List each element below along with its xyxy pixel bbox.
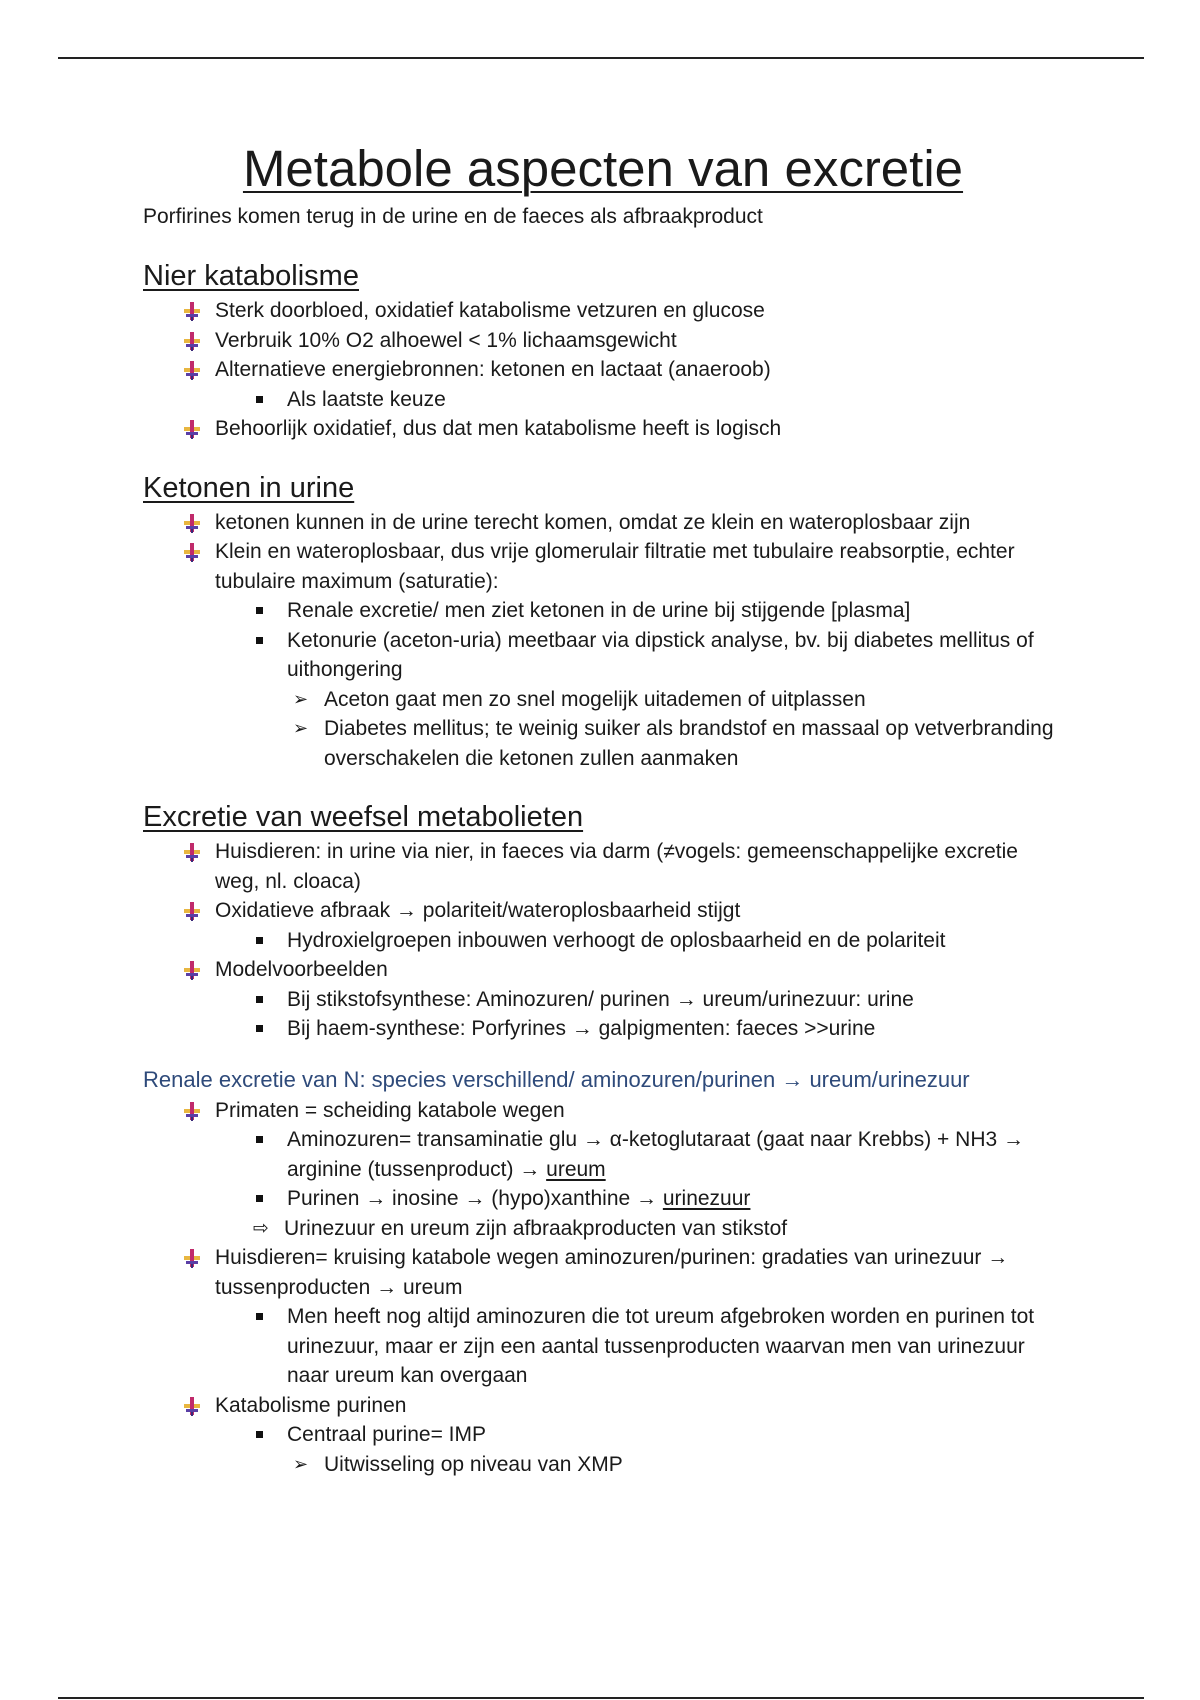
list-item: Bij stikstofsynthese: Aminozuren/ purinen → ureum/urinezuur: urine: [143, 985, 1063, 1015]
sub-bullet-list: [143, 1302, 1063, 1391]
arrowhead-bullet-icon: ➢: [293, 718, 309, 738]
sub-bullet-list: [143, 985, 1063, 1044]
pushpin-icon: [181, 1096, 203, 1122]
sub-bullet-list: [143, 596, 1063, 685]
list-item: Huisdieren: in urine via nier, in faeces via darm (≠vogels: gemeenschappelijke excretie weg, nl. cloaca): [143, 837, 1063, 896]
bullet-list: [143, 955, 1063, 985]
list-item: ⇨ Urinezuur en ureum zijn afbraakproducten van stikstof: [143, 1214, 1063, 1244]
list-item: Sterk doorbloed, oxidatief katabolisme vetzuren en glucose: [143, 296, 1063, 326]
sub-sub-bullet-list: [143, 685, 1063, 774]
pushpin-icon: [181, 1243, 203, 1269]
list-item: Behoorlijk oxidatief, dus dat men katabolisme heeft is logisch: [143, 414, 1063, 444]
section-heading-renale-excretie: Renale excretie van N: species verschillend/ aminozuren/purinen → ureum/urinezuur: [143, 1066, 970, 1092]
list-item: ➢ Aceton gaat men zo snel mogelijk uitademen of uitplassen: [143, 685, 1063, 715]
square-bullet-icon: [256, 596, 263, 614]
bottom-rule: [58, 1697, 1144, 1699]
square-bullet-icon: [256, 1184, 263, 1202]
square-bullet-icon: [256, 926, 263, 944]
pushpin-icon: [181, 508, 203, 534]
list-item: Verbruik 10% O2 alhoewel < 1% lichaamsgewicht: [143, 326, 1063, 356]
pushpin-icon: [181, 355, 203, 381]
square-bullet-icon: [256, 626, 263, 644]
pushpin-icon: [181, 1391, 203, 1417]
bullet-list: [143, 414, 1063, 444]
bullet-list: [143, 1391, 1063, 1421]
sub-bullet-list: [143, 385, 1063, 415]
bullet-list: [143, 508, 1063, 597]
page-title: Metabole aspecten van excretie: [242, 140, 964, 197]
list-item: Oxidatieve afbraak → polariteit/wateroplosbaarheid stijgt: [143, 896, 1063, 926]
list-item: Bij haem-synthese: Porfyrines → galpigmenten: faeces >>urine: [143, 1014, 1063, 1044]
pushpin-icon: [181, 537, 203, 563]
intro-text: Porfirines komen terug in de urine en de faeces als afbraakproduct: [143, 205, 763, 228]
pushpin-icon: [181, 896, 203, 922]
pushpin-icon: [181, 414, 203, 440]
sub-bullet-list: [143, 926, 1063, 956]
list-item: Renale excretie/ men ziet ketonen in de urine bij stijgende [plasma]: [143, 596, 1063, 626]
square-bullet-icon: [256, 385, 263, 403]
list-item: ketonen kunnen in de urine terecht komen, omdat ze klein en wateroplosbaar zijn: [143, 508, 1063, 538]
bullet-list: [143, 837, 1063, 926]
sub-sub-bullet-list: [143, 1450, 1063, 1480]
document-page: [143, 138, 1063, 1479]
list-item: Katabolisme purinen: [143, 1391, 1063, 1421]
square-bullet-icon: [256, 985, 263, 1003]
square-bullet-icon: [256, 1302, 263, 1320]
list-item: Aminozuren= transaminatie glu → α-ketoglutaraat (gaat naar Krebbs) + NH3 → arginine (tussenproduct) → ureum: [143, 1125, 1063, 1184]
pushpin-icon: [181, 296, 203, 322]
conclusion-list: [143, 1214, 1063, 1244]
section-heading-excretie-weefsel-metabolieten: Excretie van weefsel metabolieten: [143, 801, 584, 833]
bullet-list: [143, 1096, 1063, 1126]
list-item: Primaten = scheiding katabole wegen: [143, 1096, 1063, 1126]
bullet-list: [143, 296, 1063, 385]
list-item: Als laatste keuze: [143, 385, 1063, 415]
top-rule: [58, 57, 1144, 59]
sub-bullet-list: [143, 1420, 1063, 1450]
list-item: Men heeft nog altijd aminozuren die tot ureum afgebroken worden en purinen tot urinezuur, maar er zijn een aantal tussenproducten waarvan men van urinezuur naar ureum kan overgaan: [143, 1302, 1063, 1391]
pushpin-icon: [181, 326, 203, 352]
list-item: Alternatieve energiebronnen: ketonen en lactaat (anaeroob): [143, 355, 1063, 385]
bullet-list: [143, 1243, 1063, 1302]
list-item: Huisdieren= kruising katabole wegen aminozuren/purinen: gradaties van urinezuur → tussenproducten → ureum: [143, 1243, 1063, 1302]
sub-bullet-list: [143, 1125, 1063, 1214]
arrowhead-bullet-icon: ➢: [293, 688, 309, 709]
underlined-term: ureum: [546, 1157, 606, 1181]
pushpin-icon: [181, 955, 203, 981]
list-item: Ketonurie (aceton-uria) meetbaar via dipstick analyse, bv. bij diabetes mellitus of uithongering: [143, 626, 1063, 685]
square-bullet-icon: [256, 1014, 263, 1032]
list-item: Hydroxielgroepen inbouwen verhoogt de oplosbaarheid en de polariteit: [143, 926, 1063, 956]
list-item: Centraal purine= IMP: [143, 1420, 1063, 1450]
square-bullet-icon: [256, 1125, 263, 1143]
list-item: ➢ Diabetes mellitus; te weinig suiker als brandstof en massaal op vetverbranding overschakelen die ketonen zullen aanmaken: [143, 714, 1063, 773]
underlined-term: urinezuur: [662, 1187, 751, 1210]
section-heading-nier-katabolisme: Nier katabolisme: [143, 260, 359, 292]
section-heading-ketonen-in-urine: Ketonen in urine: [143, 471, 355, 504]
list-item: ➢ Uitwisseling op niveau van XMP: [143, 1450, 1063, 1480]
list-item: Modelvoorbeelden: [143, 955, 1063, 985]
pushpin-icon: [181, 837, 203, 863]
list-item: Klein en wateroplosbaar, dus vrije glomerulair filtratie met tubulaire reabsorptie, echter tubulaire maximum (saturatie):: [143, 537, 1063, 596]
arrowhead-bullet-icon: ➢: [293, 1453, 309, 1474]
list-item: Purinen → inosine → (hypo)xanthine → urinezuur: [143, 1184, 1063, 1214]
square-bullet-icon: [256, 1420, 263, 1438]
outline-arrow-icon: ⇨: [253, 1217, 269, 1239]
